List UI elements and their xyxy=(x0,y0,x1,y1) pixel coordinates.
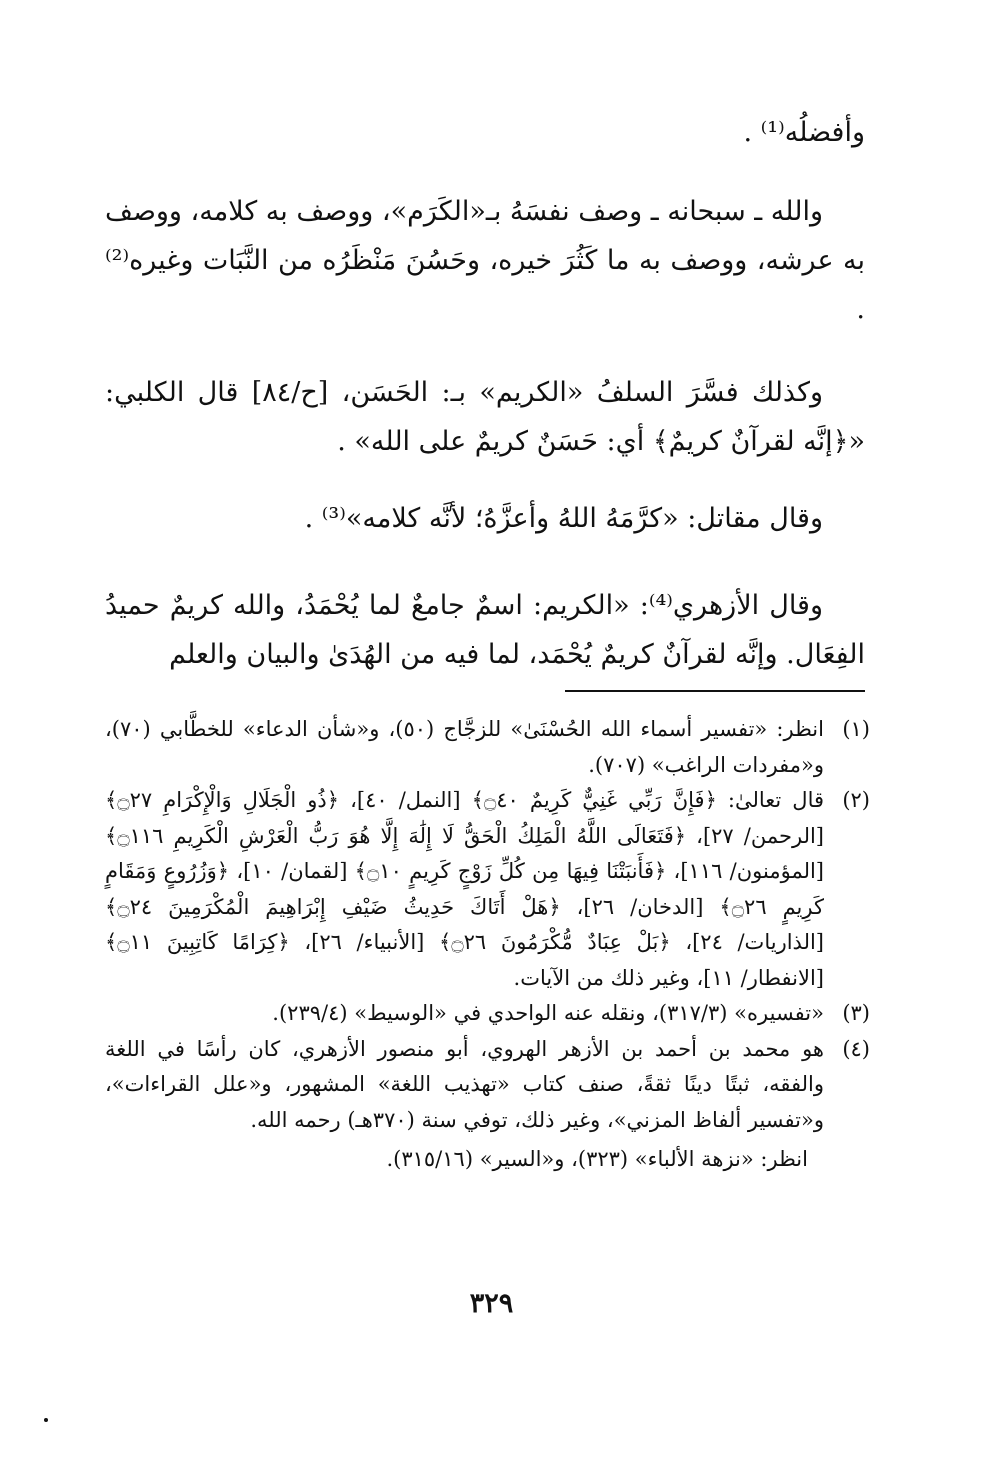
footnote-4 xyxy=(105,1032,870,1139)
footnote-text: «تفسيره» (٣١٧/٣)، ونقله عنه الواحدي في «الوسيط» (٢٣٩/٤). xyxy=(272,1001,824,1025)
footnote-number: (٢) xyxy=(842,788,870,812)
main-text xyxy=(105,108,865,679)
footnote-number: (٣) xyxy=(842,1001,870,1025)
scan-speck xyxy=(44,1418,48,1422)
footnote-separator xyxy=(565,690,865,692)
body-paragraph-4: وقال مقاتل: «كرَّمَهُ اللهُ وأعزَّهُ؛ لأنَّه كلامه»⁽³⁾ . xyxy=(304,503,823,534)
footnote-2 xyxy=(105,783,870,996)
footnote-reference: انظر: «نزهة الألباء» (٣٢٣)، و«السير» (٣١٥/١٦). xyxy=(386,1147,808,1171)
footnote-number: (٤) xyxy=(842,1036,870,1061)
footnotes xyxy=(105,712,870,1178)
body-paragraph-3: وكذلك فسَّرَ السلفُ «الكريم» بـ: الحَسَن، [ح/٨٤] قال الكلبي: «﴿إنَّه لقرآنٌ كريمٌ﴾ أي: حَسَنٌ كريمٌ على الله» . xyxy=(105,377,865,457)
body-paragraph-2: والله ـ سبحانه ـ وصف نفسَهُ بـ«الكَرَم»، ووصف به كلامه، ووصف به عرشه، ووصف به ما كَثُرَ خيره، وحَسُنَ مَنْظَرُه من النَّبَات وغيره⁽²⁾ . xyxy=(105,196,865,325)
body-paragraph-1: وأفضلُه⁽¹⁾ . xyxy=(743,117,865,148)
footnote-text: قال تعالىٰ: ﴿فَإِنَّ رَبِّي غَنِيٌّ كَرِيمٌ ۝٤٠﴾ [النمل/ ٤٠]، ﴿ذُو الْجَلَالِ وَالْإِكْرَامِ ۝٢٧﴾ [الرحمن/ ٢٧]، ﴿فَتَعَالَى اللَّهُ الْمَلِكُ الْحَقُّ لَا إِلَٰهَ إِلَّا هُوَ رَبُّ الْعَرْشِ الْكَرِيمِ ۝١١٦﴾ [المؤمنون/ ١١٦]، ﴿فَأَنبَتْنَا فِيهَا مِن كُلِّ زَوْجٍ كَرِيمٍ ۝١٠﴾ [لقمان/ ١٠]، ﴿وَزُرُوعٍ وَمَقَامٍ كَرِيمٍ ۝٢٦﴾ [الدخان/ ٢٦]، ﴿هَلْ أَتَاكَ حَدِيثُ ضَيْفِ إِبْرَاهِيمَ الْمُكْرَمِينَ ۝٢٤﴾ [الذاريات/ ٢٤]، ﴿بَلْ عِبَادٌ مُّكْرَمُونَ ۝٢٦﴾ [الأنبياء/ ٢٦]، ﴿كِرَامًا كَاتِبِينَ ۝١١﴾ [الانفطار/ ١١]، وغير ذلك من الآيات. xyxy=(105,788,825,990)
footnote-1 xyxy=(105,712,870,783)
footnote-text: انظر: «تفسير أسماء الله الحُسْنَىٰ» للزجَّاج (٥٠)، و«شأن الدعاء» للخطَّابي (٧٠)، و«مفردات الراغب» (٧٠٧). xyxy=(105,717,824,777)
footnote-text: هو محمد بن أحمد بن الأزهر الهروي، أبو منصور الأزهري، كان رأسًا في اللغة والفقه، ثبتًا دينًا ثقةً، صنف كتاب «تهذيب اللغة» المشهور، و«علل القراءات»، و«تفسير ألفاظ المزني»، وغير ذلك، توفي سنة (٣٧٠هـ) رحمه الله. xyxy=(105,1036,824,1132)
footnote-3 xyxy=(105,996,870,1032)
page-number: ٣٢٩ xyxy=(469,1288,514,1319)
footnote-number: (١) xyxy=(842,717,870,741)
body-paragraph-5: وقال الأزهري⁽⁴⁾: «الكريم: اسمٌ جامعٌ لما يُحْمَدُ، والله كريمٌ حميدُ الفِعَال. وإنَّه لقرآنٌ كريمٌ يُحْمَد، لما فيه من الهُدَىٰ والبيان والعلم xyxy=(105,590,865,670)
